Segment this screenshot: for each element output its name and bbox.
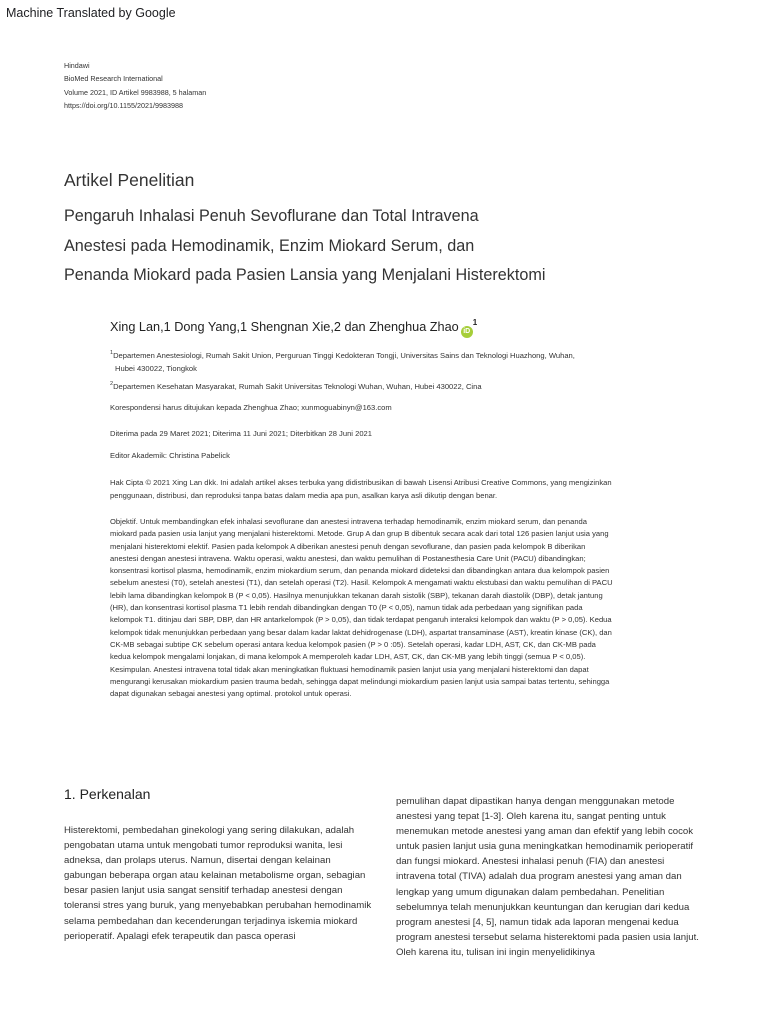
body-line: sebelumnya telah menunjukkan keuntungan dan kerugian dari kedua — [396, 901, 690, 913]
abstract-line: kelompok T1. ditinjau dari SBP, DBP, dan HR antarkelompok (P > 0,05), dan tidak terdapat pengaruh interaksi kelompok dan waktu (P > 0,05). Kedua — [110, 615, 612, 625]
body-line: pengobatan utama untuk mengobati tumor reproduksi wanita, lesi — [64, 840, 343, 852]
abstract-line: miokard pada pasien usia lanjut yang menjalani histerektomi. Metode. Grup A dan grup B dibentuk secara acak dari total 126 pasien lanjut usia yang — [110, 529, 609, 539]
author-names: Xing Lan,1 Dong Yang,1 Shengnan Xie,2 dan Zhenghua Zhao — [110, 320, 459, 334]
body-line: Histerektomi, pembedahan ginekologi yang sering dilakukan, adalah — [64, 825, 355, 836]
abstract-line: (HR), dan konsentrasi kortisol plasma T1 lebih rendah dibandingkan dengan T0 (P < 0,05), namun tidak ada perbedaan yang signifikan pada — [110, 603, 583, 613]
body-line: lengkap yang umum digunakan dalam pembedahan. Penelitian — [396, 886, 665, 898]
academic-editor: Editor Akademik: Christina Pabelick — [110, 451, 230, 460]
affiliation-text: Hubei 430022, Tiongkok — [115, 363, 197, 373]
publisher: Hindawi — [64, 61, 90, 70]
abstract-line: Objektif. Untuk membandingkan efek inhalasi sevoflurane dan anestesi intravena terhadap hemodinamik, enzim miokard serum, dan penanda — [110, 517, 587, 526]
abstract-line: kedua kelompok mengalami lonjakan, di mana kelompok A memperoleh kadar LDH, AST, CK, dan CK-MB yang lebih tinggi (semua P < 0,05). — [110, 652, 586, 662]
abstract-line: lebih lama dibandingkan kelompok B (P < 0,05). Hasilnya menunjukkan tekanan darah sistolik (SBP), tekanan darah diastolik (DBP), detak jantung — [110, 590, 603, 600]
body-line: untuk pasien lanjut usia guna meningkatkan hemodinamik perioperatif — [396, 841, 694, 853]
affiliation-text: Departemen Anestesiologi, Rumah Sakit Union, Perguruan Tinggi Kedokteran Tongji, Universitas Sains dan Teknologi Huazhong, Wuhan, — [113, 351, 575, 360]
section-heading: 1. Perkenalan — [64, 786, 151, 802]
body-line: besar pasien lanjut usia sangat sensitif terhadap anestesi dengan — [64, 885, 343, 897]
article-type: Artikel Penelitian — [64, 170, 195, 190]
correspondence: Korespondensi harus ditujukan kepada Zhenghua Zhao; xunmoguabinyn@163.com — [110, 403, 392, 412]
body-line: toleransi stres yang buruk, yang menyebabkan perubahan hemodinamik — [64, 900, 372, 912]
affiliation-number: 1 — [110, 350, 114, 356]
abstract-line: dapat digunakan sebagai anestesi yang optimal. protokol untuk operasi. — [110, 689, 352, 699]
title-line: Pengaruh Inhalasi Penuh Sevoflurane dan Total Intravena — [64, 207, 479, 225]
doi-link[interactable]: https://doi.org/10.1155/2021/9983988 — [64, 101, 183, 110]
copyright-notice — [110, 477, 710, 502]
body-line: gabungan beberapa organ atau kelainan metabolisme organ, sebagian — [64, 870, 366, 882]
machine-translation-banner: Machine Translated by Google — [6, 6, 176, 20]
body-line: pemulihan dapat dipastikan hanya dengan menggunakan metode — [396, 796, 675, 807]
body-line: dan fungsi miokard. Anestesi inhalasi penuh (FIA) dan anestesi — [396, 856, 665, 868]
article-title — [64, 202, 545, 291]
body-line: adneksa, dan prolaps uterus. Namun, disertai dengan kelainan — [64, 855, 331, 867]
abstract-line: anestesi dengan anestesi intravena. Waktu operasi, waktu anestesi, dan waktu pemulihan di Postanesthesia Care Unit (PACU) dibandingkan; — [110, 553, 586, 563]
affiliation-1 — [110, 347, 670, 375]
article-dates: Diterima pada 29 Maret 2021; Diterima 11 Juni 2021; Diterbitkan 28 Juni 2021 — [110, 429, 372, 438]
abstract-line: mengurangi kerusakan miokardium pasien trauma bedah, sehingga dapat melindungi miokardium pasien lanjut usia sampai batas tertentu, sehingga — [110, 676, 610, 686]
body-line: intravena total (TIVA) adalah dua program anestesi yang aman dan — [396, 871, 682, 883]
abstract-line: CK-MB sebagai subtipe CK sebelum operasi antara kedua kelompok pasien (P > 0 :05). Setelah operasi, kadar LDH, AST, CK, dan CK-MB pada — [110, 639, 596, 649]
body-column-left — [64, 823, 378, 944]
copyright-line: penggunaan, distribusi, dan reproduksi tanpa batas dalam media apa pun, asalkan karya asli dikutip dengan benar. — [110, 490, 498, 500]
journal-name: BioMed Research International — [64, 74, 163, 83]
body-line: Oleh karena itu, tulisan ini ingin menyelidikinya — [396, 946, 595, 958]
body-line: perioperatif. Apalagi efek terapeutik dan pasca operasi — [64, 930, 296, 942]
affiliation-text: Departemen Kesehatan Masyarakat, Rumah Sakit Universitas Teknologi Wuhan, Wuhan, Hubei 430022, Cina — [113, 382, 482, 391]
author-superscript: 1 — [472, 318, 478, 327]
title-line: Penanda Miokard pada Pasien Lansia yang Menjalani Histerektomi — [64, 266, 546, 284]
abstract — [110, 516, 710, 700]
affiliation-2 — [110, 378, 670, 394]
abstract-line: sebelum anestesi (T0), setelah anestesi (T1), dan setelah operasi (T2). Hasil. Kelompok A mengamati waktu ekstubasi dan waktu pemulihan di PACU — [110, 578, 613, 588]
orcid-icon[interactable]: iD — [461, 326, 473, 338]
body-line: selama pembedahan dan kecenderungan terjadinya iskemia miokard — [64, 915, 358, 927]
body-line: menemukan metode anestesi yang aman dan efektif yang lebih cocok — [396, 826, 694, 838]
abstract-line: menjalani histerektomi elektif. Pasien pada kelompok A diberikan anestesi penuh dengan sevoflurane, dan pasien pada kelompok B diberikan — [110, 541, 586, 551]
journal-meta — [64, 59, 206, 112]
body-line: anestesi yang tepat [1-3]. Oleh karena itu, sangat penting untuk — [396, 811, 666, 823]
volume-info: Volume 2021, ID Artikel 9983988, 5 halaman — [64, 88, 207, 97]
author-list — [110, 318, 477, 338]
copyright-line: Hak Cipta © 2021 Xing Lan dkk. Ini adalah artikel akses terbuka yang didistribusikan di bawah Lisensi Atribusi Creative Commons, yang mengizinkan — [110, 478, 612, 487]
title-line: Anestesi pada Hemodinamik, Enzim Miokard Serum, dan — [64, 236, 475, 255]
body-line: program anestesi [4, 5], namun tidak ada laporan mengenai kedua — [396, 916, 679, 928]
abstract-line: konsentrasi kortisol plasma, hemodinamik, enzim miokardium serum, dan penanda miokard dideteksi dan dibandingkan antara dua kelompok pasien — [110, 566, 610, 576]
body-line: program anestesi tersebut selama histerektomi pada pasien usia lanjut. — [396, 931, 699, 943]
body-column-right — [396, 794, 706, 960]
abstract-line: Kesimpulan. Anestesi intravena total tidak akan meningkatkan fluktuasi hemodinamik pasien lanjut usia yang menjalani histerektomi dan dapat — [110, 664, 589, 674]
affiliation-number: 2 — [110, 381, 114, 387]
abstract-line: kelompok tidak menunjukkan perbedaan yang besar dalam kadar laktat dehidrogenase (LDH), aspartat transaminase (AST), kreatin kinase (CK), dan — [110, 627, 612, 637]
affiliations — [110, 347, 670, 394]
